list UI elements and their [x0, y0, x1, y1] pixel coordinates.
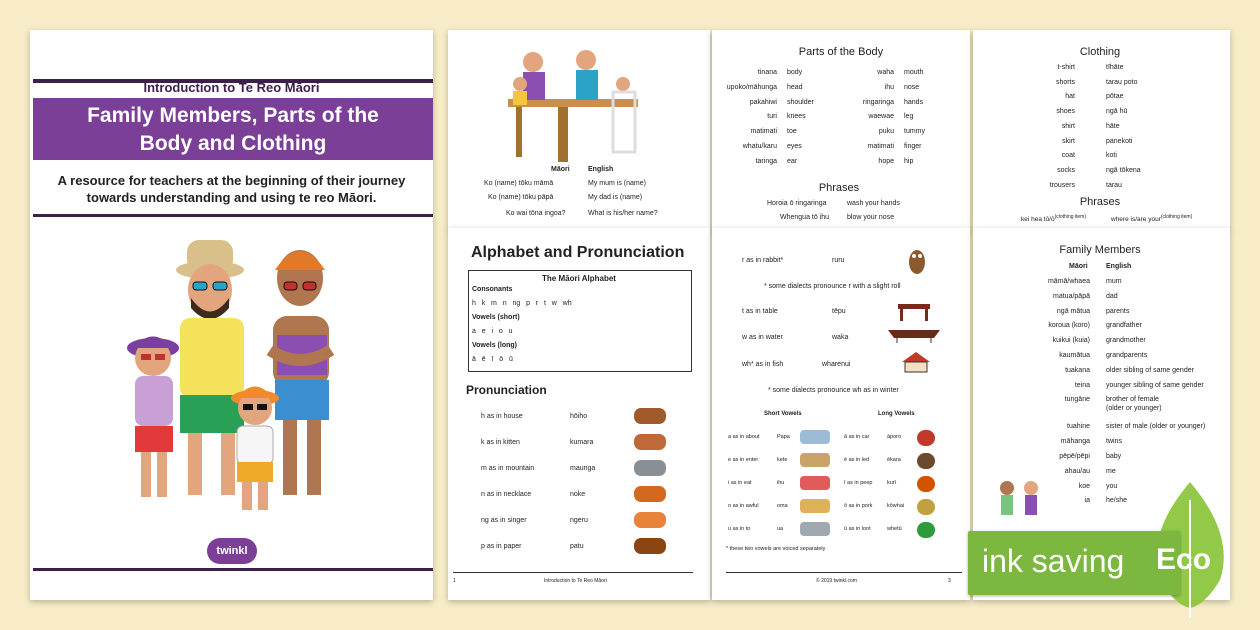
member-english: you [1106, 482, 1118, 490]
alphabet-title: Alphabet and Pronunciation [471, 244, 685, 261]
clothing-title: Clothing [1079, 46, 1121, 58]
pron-label: k as in kitten [481, 439, 520, 446]
long-vowel-picture-icon [917, 430, 935, 446]
pronunciation-picture-icon [634, 512, 666, 528]
clothing-english: skirt [1062, 137, 1075, 145]
body-part-maori: ihu [884, 83, 894, 91]
body-part-english: hands [904, 98, 924, 106]
clothing-english: hat [1065, 93, 1075, 101]
member-english: mum [1106, 278, 1122, 285]
pron-word: hōiho [570, 413, 588, 420]
cover-title-line1: Family Members, Parts of the [87, 104, 379, 127]
r-word: ruru [832, 257, 845, 264]
short-vowel-label: i as in eat [728, 480, 752, 486]
long-vowel-label: ā as in car [844, 434, 870, 440]
members-col-english: English [1106, 263, 1132, 270]
short-vowel-label: o as in awful [728, 503, 759, 509]
body-title: Parts of the Body [798, 46, 884, 58]
body-page [712, 30, 970, 230]
member-english: younger sibling of same gender [1106, 381, 1204, 389]
page-number: 3 [948, 578, 951, 584]
member-maori: māhanga [1060, 438, 1090, 446]
pron-word: kumara [570, 439, 594, 446]
clothing-phrase-maori-text: kei hea tō/ō [1021, 216, 1055, 224]
body-part-maori: hope [878, 157, 894, 165]
alphabet-box-title: The Māori Alphabet [542, 274, 616, 283]
copyright: © 2019 twinkl.com [816, 578, 857, 584]
member-maori: pēpē/pēpi [1059, 453, 1090, 460]
long-vowel-picture-icon [917, 453, 935, 469]
long-vowel-word: whetū [887, 526, 902, 532]
clothing-phrase-maori [1021, 214, 1086, 223]
body-phrase-maori: Horoia ō ringaringa [767, 200, 827, 207]
family-row-maori: Ko wai tōna ingoa? [506, 210, 566, 217]
consonants: h k m n ng p r t w wh [472, 300, 572, 307]
clothing-maori: hāte [1106, 122, 1120, 130]
short-vowel-label: e as in enter [728, 457, 759, 463]
body-part-english: finger [904, 143, 922, 150]
member-maori: ngā mātua [1056, 307, 1090, 315]
long-vowel-label: ō as in pork [844, 503, 873, 509]
pronunciation-picture-icon [634, 486, 666, 502]
cover-subtitle: Introduction to Te Reo Māori [143, 80, 320, 95]
consonants-label: Consonants [472, 286, 513, 293]
cover-title-box [33, 98, 433, 160]
pron-word: noke [570, 491, 586, 498]
body-part-english: body [787, 69, 803, 76]
note-r-dialect: * some dialects pronounce r with a slight roll [764, 283, 901, 290]
short-vowel-word: kete [777, 457, 788, 463]
pron-row-word: waka [832, 334, 849, 341]
pron-row-word: wharenui [822, 361, 851, 368]
family-illustration [125, 230, 355, 520]
vowels-long-label: Vowels (long) [472, 342, 517, 349]
clothing-placeholder: (clothing item) [1160, 214, 1193, 220]
long-vowel-label: ī as in peep [844, 480, 873, 486]
canoe-icon [887, 324, 941, 344]
body-phrase-maori: Whengua tō ihu [780, 214, 830, 221]
family-col-english: English [588, 166, 614, 173]
pronunciation-picture-icon [634, 460, 666, 476]
clothing-english: coat [1061, 152, 1075, 160]
clothing-maori: pōtae [1106, 93, 1124, 101]
pron-footer-rule [726, 572, 962, 573]
clothing-maori: tarau poto [1106, 78, 1138, 86]
family-row-english: What is his/her name? [588, 210, 658, 217]
member-maori: matua/pāpā [1053, 292, 1090, 300]
long-vowel-label: ē as in led [844, 457, 870, 463]
member-maori: koroua (koro) [1048, 322, 1090, 330]
pron-label: p as in paper [481, 543, 522, 550]
twinkl-logo-text: twinkl [216, 545, 248, 557]
twinkl-logo [207, 538, 257, 564]
clothing-maori: ngā tōkena [1106, 166, 1141, 174]
member-maori: koe [1078, 482, 1090, 490]
member-maori: ia [1084, 497, 1090, 505]
kids-illustration [993, 478, 1053, 528]
clothing-english: socks [1057, 166, 1075, 174]
short-vowel-word: Papa [777, 434, 790, 440]
clothing-maori: ngā hū [1106, 108, 1128, 116]
table-icon [897, 302, 931, 322]
member-english: grandparents [1106, 352, 1148, 359]
alphabet-page [448, 228, 710, 600]
pron-label: m as in mountain [481, 465, 535, 472]
short-vowel-label: u as in to [728, 526, 751, 532]
long-vowel-label: ū as in loot [844, 526, 871, 532]
member-maori: teina [1074, 381, 1090, 389]
vowels-long: ā ē ī ō ū [472, 356, 513, 363]
clothing-page [973, 30, 1230, 230]
r-line: r as in rabbit* [742, 257, 784, 264]
body-phrase-english: blow your nose [847, 214, 895, 221]
body-part-maori: waewae [868, 113, 894, 121]
short-vowel-picture-icon [800, 499, 830, 513]
body-part-english: ear [787, 157, 798, 165]
body-part-maori: pakahiwi [749, 98, 777, 106]
alphabet-footer-num: 1 [453, 578, 456, 584]
owl-icon [907, 246, 927, 276]
pron-row-label: wh* as in fish [742, 361, 784, 368]
long-vowel-picture-icon [917, 476, 935, 492]
family-row-maori: Ko (name) tōku pāpā [488, 194, 554, 201]
pron-word: maunga [570, 465, 596, 472]
pronunciation-picture-icon [634, 408, 666, 424]
note-voiced: * these two vowels are voiced separately [726, 546, 826, 552]
body-part-maori: puku [878, 128, 894, 136]
body-part-english: knees [787, 113, 806, 121]
clothing-phrases-title: Phrases [1079, 196, 1121, 208]
body-part-maori: ringaringa [862, 98, 894, 106]
family-col-maori: Māori [551, 166, 570, 173]
ink-saving-text: ink saving [982, 543, 1125, 579]
member-english: baby [1106, 453, 1122, 460]
member-english: (older or younger) [1106, 405, 1162, 413]
clothing-english: trousers [1049, 181, 1075, 189]
member-english: older sibling of same gender [1106, 366, 1194, 374]
member-english: me [1106, 467, 1116, 475]
pron-label: ng as in singer [481, 517, 527, 524]
pronunciation-title: Pronunciation [466, 383, 547, 397]
pron-label: n as in necklace [481, 491, 532, 498]
members-title: Family Members [1059, 244, 1141, 256]
short-vowel-word: ua [777, 526, 784, 532]
vowels-short: a e i o u [472, 328, 513, 335]
short-vowels-title: Short Vowels [764, 411, 802, 417]
member-maori: tungāne [1064, 396, 1090, 404]
body-part-maori: tinana [757, 69, 777, 76]
body-part-english: hip [904, 157, 914, 165]
meeting-house-icon [900, 350, 932, 374]
body-part-maori: turi [767, 113, 777, 121]
member-maori: tuakana [1065, 366, 1090, 374]
body-part-english: toe [787, 128, 797, 136]
member-english: he/she [1106, 497, 1128, 505]
ink-saving-badge [968, 531, 1180, 595]
body-part-english: mouth [904, 69, 924, 76]
long-vowel-word: kurī [887, 480, 897, 486]
clothing-english: shirt [1061, 122, 1075, 130]
clothing-phrase-english [1111, 214, 1192, 223]
member-maori: māmā/whaea [1047, 278, 1090, 285]
body-part-maori: matimati [867, 143, 894, 150]
short-vowel-word: oma [777, 503, 788, 509]
alphabet-footer-rule [453, 572, 693, 573]
body-part-english: head [787, 83, 803, 91]
cover-desc-line1: A resource for teachers at the beginning of their journey [57, 173, 406, 188]
body-part-maori: taringa [755, 157, 777, 165]
cover-title-line2: Body and Clothing [139, 132, 327, 155]
family-row-english: My mum is (name) [588, 180, 646, 187]
clothing-english: shorts [1055, 78, 1075, 86]
short-vowel-word: ihu [777, 480, 785, 486]
clothing-maori: tarau [1106, 181, 1122, 189]
body-part-english: tummy [904, 128, 925, 136]
member-english: dad [1106, 292, 1118, 300]
clothing-maori: panekoti [1106, 137, 1133, 145]
pron-word: patu [570, 543, 584, 550]
clothing-maori: tīhāte [1106, 64, 1124, 71]
short-vowel-picture-icon [800, 522, 830, 536]
pronunciation-page [712, 228, 970, 600]
note-wh-dialect: * some dialects pronounce wh as in winter [768, 387, 899, 394]
vowels-short-label: Vowels (short) [472, 314, 520, 321]
long-vowel-word: kōwhai [887, 503, 905, 509]
body-phrase-english: wash your hands [847, 200, 900, 207]
clothing-english: t-shirt [1057, 64, 1075, 71]
clothing-placeholder: (clothing item) [1054, 214, 1087, 220]
family-row-maori: Ko (name) tōku māmā [484, 180, 554, 187]
eco-text: Eco [1156, 543, 1212, 576]
family-row-english: My dad is (name) [588, 194, 643, 201]
short-vowel-label: a as in about [728, 434, 760, 440]
member-english: grandmother [1106, 337, 1146, 345]
cover-bottom-bar [33, 568, 433, 571]
pron-row-word: tēpu [832, 308, 846, 315]
pron-row-label: w as in water [742, 334, 783, 341]
body-part-maori: upoko/māhunga [726, 83, 777, 91]
member-maori: ahau/au [1064, 467, 1090, 475]
long-vowel-word: ēkara [887, 457, 901, 463]
member-maori: tuahine [1067, 423, 1090, 431]
body-phrases-title: Phrases [818, 182, 860, 194]
member-english: brother of female [1106, 396, 1159, 404]
long-vowel-picture-icon [917, 499, 935, 515]
family-page [448, 30, 710, 230]
body-part-english: leg [904, 113, 914, 121]
body-part-maori: matimati [750, 128, 777, 136]
long-vowel-picture-icon [917, 522, 935, 538]
pron-label: h as in house [481, 413, 523, 420]
alphabet-footer-text: Introduction to Te Reo Māori [544, 578, 607, 584]
long-vowels-title: Long Vowels [878, 411, 915, 417]
body-part-english: shoulder [787, 98, 814, 106]
member-english: grandfather [1106, 322, 1142, 330]
cover-page [30, 30, 433, 600]
clothing-phrase-english-text: where is/are your [1111, 216, 1161, 224]
member-english: sister of male (older or younger) [1106, 423, 1206, 431]
clothing-maori: koti [1106, 152, 1117, 160]
body-part-maori: waha [877, 69, 894, 76]
pron-word: ngeru [570, 517, 588, 524]
pron-row-label: t as in table [742, 308, 778, 315]
cover-mid-bar [33, 214, 433, 217]
member-english: twins [1106, 438, 1122, 446]
body-part-english: eyes [787, 143, 802, 150]
long-vowel-word: āporo [887, 434, 902, 440]
body-part-english: nose [904, 83, 920, 91]
family-meal-illustration [498, 44, 648, 164]
body-part-maori: whatu/karu [742, 143, 777, 150]
cover-desc-line2: towards understanding and using te reo Māori. [86, 190, 377, 205]
member-english: parents [1106, 307, 1130, 315]
short-vowel-picture-icon [800, 430, 830, 444]
member-maori: kuikui (kuia) [1052, 337, 1090, 345]
members-col-maori: Māori [1069, 263, 1088, 270]
pronunciation-picture-icon [634, 538, 666, 554]
member-maori: kaumātua [1059, 352, 1090, 359]
pronunciation-picture-icon [634, 434, 666, 450]
short-vowel-picture-icon [800, 476, 830, 490]
clothing-english: shoes [1056, 108, 1075, 116]
short-vowel-picture-icon [800, 453, 830, 467]
